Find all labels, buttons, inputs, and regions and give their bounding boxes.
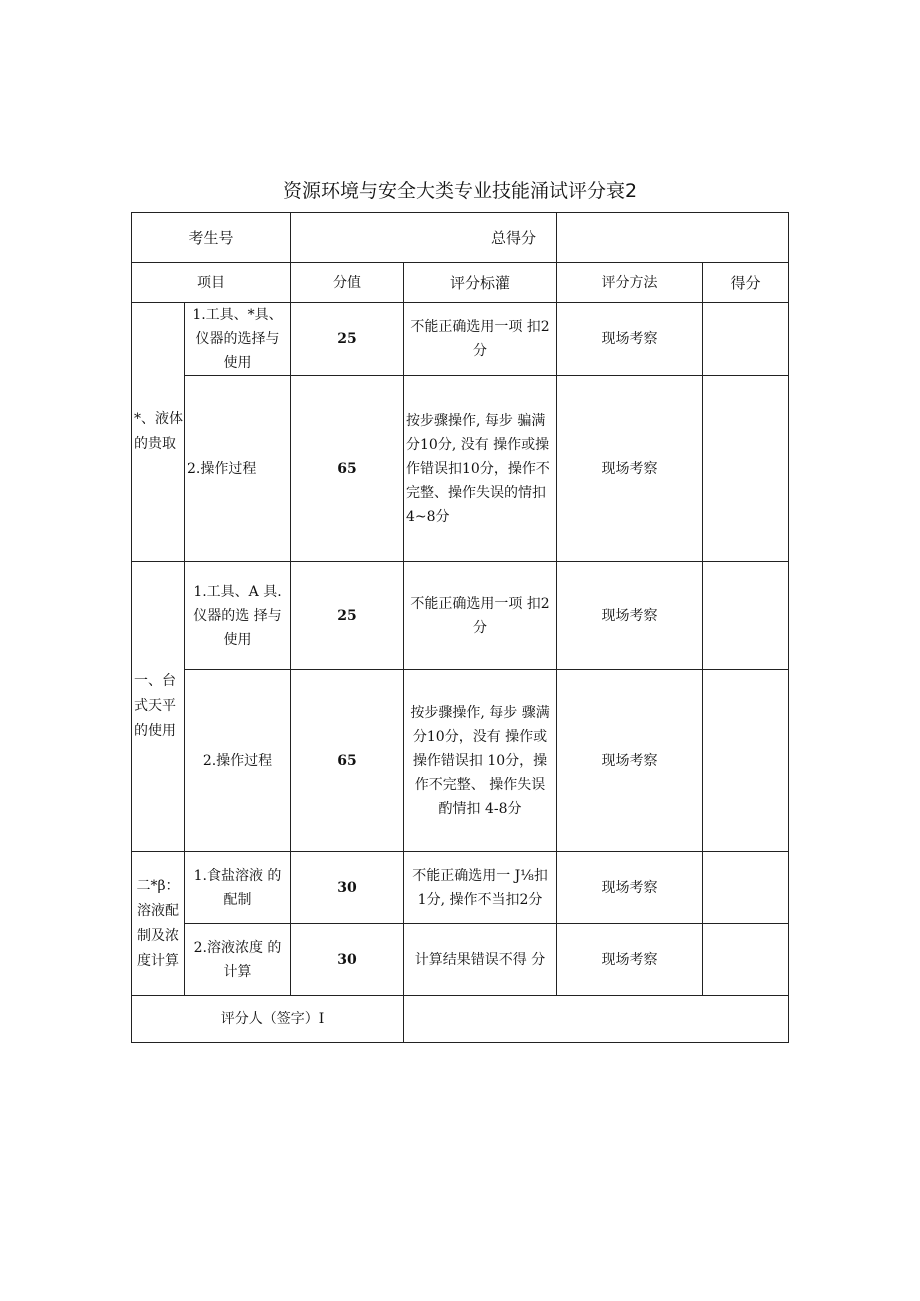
table-row bbox=[132, 852, 789, 924]
page-title: 资源环境与安全大类专业技能涌试评分衰2 bbox=[282, 180, 638, 202]
method-cell: 现场考察 bbox=[557, 670, 703, 852]
item-cell: 2.操作过程 bbox=[185, 670, 291, 852]
scoring-table bbox=[131, 212, 789, 1043]
item-cell: 2.溶液浓度 的计算 bbox=[185, 924, 291, 996]
got-score-cell[interactable] bbox=[703, 376, 789, 562]
header-row bbox=[132, 213, 789, 263]
got-score-cell[interactable] bbox=[703, 562, 789, 670]
table-row bbox=[132, 376, 789, 562]
criteria-cell: 按步骤操作, 每步 骤满分10分，没有 操作或操作错误扣 10分，操作不完整、 操作失误酌情扣 4-8分 bbox=[404, 670, 557, 852]
column-header-row bbox=[132, 263, 789, 303]
criteria-cell: 不能正确选用一 J⅛扣1分, 操作不当扣2分 bbox=[404, 852, 557, 924]
got-score-cell[interactable] bbox=[703, 852, 789, 924]
col-method: 评分方法 bbox=[557, 263, 703, 303]
item-cell: 1.食盐溶液 的配制 bbox=[185, 852, 291, 924]
item-cell: 1.工具、*具、仪器的选择与使用 bbox=[185, 303, 291, 376]
table-row bbox=[132, 303, 789, 376]
method-cell: 现场考察 bbox=[557, 303, 703, 376]
criteria-cell: 计算结果错误不得 分 bbox=[404, 924, 557, 996]
got-score-cell[interactable] bbox=[703, 924, 789, 996]
section-name: 一、台式天平的使用 bbox=[132, 562, 185, 852]
total-score-label: 总得分 bbox=[291, 213, 557, 263]
criteria-cell: 不能正确选用一项 扣2分 bbox=[404, 562, 557, 670]
exam-no-label: 考生号 bbox=[132, 213, 291, 263]
section-name: *、液体的贵取 bbox=[132, 303, 185, 562]
score-cell: 30 bbox=[291, 852, 404, 924]
item-cell: 2.操作过程 bbox=[185, 376, 291, 562]
method-cell: 现场考察 bbox=[557, 562, 703, 670]
score-cell: 65 bbox=[291, 376, 404, 562]
criteria-cell: 不能正确选用一项 扣2分 bbox=[404, 303, 557, 376]
table-row bbox=[132, 562, 789, 670]
col-score: 分值 bbox=[291, 263, 404, 303]
got-score-cell[interactable] bbox=[703, 303, 789, 376]
criteria-cell: 按步骤操作, 每步 骗满分10分, 没有 操作或操作错误扣10分，操作不完整、操作失误的情扣 4~8分 bbox=[404, 376, 557, 562]
signature-row bbox=[132, 996, 789, 1043]
total-score-value[interactable] bbox=[557, 213, 789, 263]
section-name: ⼆*β：溶液配制及浓度计算 bbox=[132, 852, 185, 996]
col-criteria: 评分标灌 bbox=[404, 263, 557, 303]
signer-label: 评分人（签字）I bbox=[132, 996, 404, 1043]
signer-field[interactable] bbox=[404, 996, 789, 1043]
score-cell: 30 bbox=[291, 924, 404, 996]
col-item: 项目 bbox=[132, 263, 291, 303]
method-cell: 现场考察 bbox=[557, 852, 703, 924]
item-cell: 1.工具、A 具.仪器的选 择与使用 bbox=[185, 562, 291, 670]
table-row bbox=[132, 924, 789, 996]
table-row bbox=[132, 670, 789, 852]
method-cell: 现场考察 bbox=[557, 376, 703, 562]
score-cell: 25 bbox=[291, 562, 404, 670]
col-got: 得分 bbox=[703, 263, 789, 303]
got-score-cell[interactable] bbox=[703, 670, 789, 852]
score-cell: 65 bbox=[291, 670, 404, 852]
method-cell: 现场考察 bbox=[557, 924, 703, 996]
score-cell: 25 bbox=[291, 303, 404, 376]
